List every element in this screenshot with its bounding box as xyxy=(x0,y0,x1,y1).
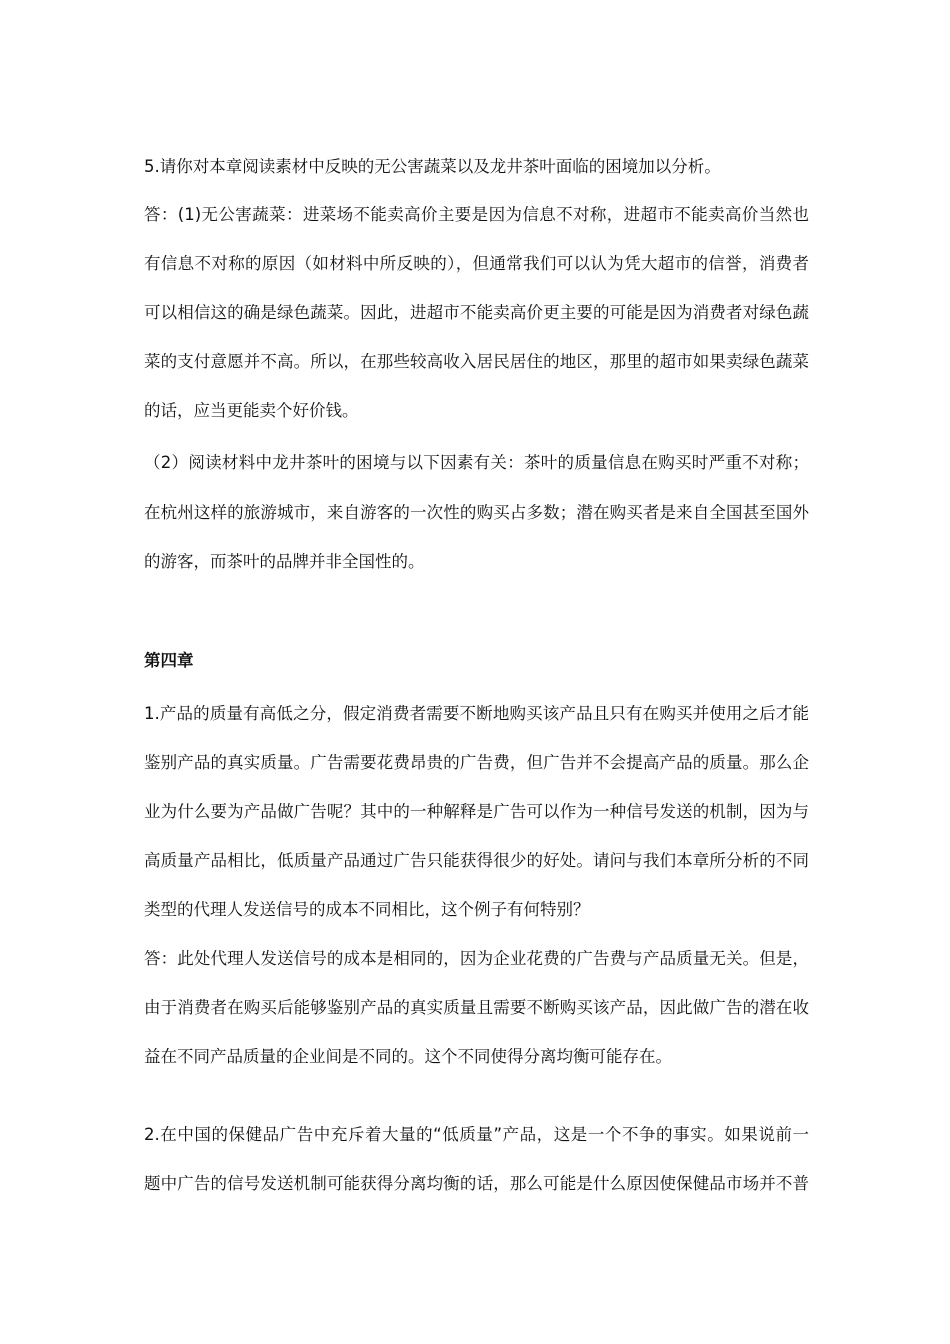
answer-1-line-1: 答：此处代理人发送信号的成本是相同的，因为企业花费的广告费与产品质量无关。但是， xyxy=(144,949,809,968)
answer-5-1-line-1: 答：(1)无公害蔬菜：进菜场不能卖高价主要是因为信息不对称，进超市不能卖高价当然也 xyxy=(144,205,809,224)
chapter-heading: 第四章 xyxy=(144,651,194,670)
question-2-line-1: 2.在中国的保健品广告中充斥着大量的“低质量”产品，这是一个不争的事实。如果说前一 xyxy=(144,1125,809,1144)
answer-5-1-line-5: 的话，应当更能卖个好价钱。 xyxy=(144,401,359,420)
question-1-line-4: 高质量产品相比，低质量产品通过广告只能获得很少的好处。请问与我们本章所分析的不同 xyxy=(144,851,809,870)
answer-1-line-2: 由于消费者在购买后能够鉴别产品的真实质量且需要不断购买该产品，因此做广告的潜在收 xyxy=(144,998,809,1017)
answer-5-2-line-3: 的游客，而茶叶的品牌并非全国性的。 xyxy=(144,552,425,571)
question-1-line-2: 鉴别产品的真实质量。广告需要花费昂贵的广告费，但广告并不会提高产品的质量。那么企 xyxy=(144,753,809,772)
question-1-line-5: 类型的代理人发送信号的成本不同相比，这个例子有何特别？ xyxy=(144,900,590,919)
question-1-line-1: 1.产品的质量有高低之分，假定消费者需要不断地购买该产品且只有在购买并使用之后才能 xyxy=(144,704,809,723)
answer-1-line-3: 益在不同产品质量的企业间是不同的。这个不同使得分离均衡可能存在。 xyxy=(144,1047,672,1066)
question-1-line-3: 业为什么要为产品做广告呢？其中的一种解释是广告可以作为一种信号发送的机制，因为与 xyxy=(144,802,809,821)
question-5-line-1: 5.请你对本章阅读素材中反映的无公害蔬菜以及龙井茶叶面临的困境加以分析。 xyxy=(144,157,721,176)
answer-5-1-line-4: 菜的支付意愿并不高。所以，在那些较高收入居民居住的地区，那里的超市如果卖绿色蔬菜 xyxy=(144,352,809,371)
answer-5-1-line-3: 可以相信这的确是绿色蔬菜。因此，进超市不能卖高价更主要的可能是因为消费者对绿色蔬 xyxy=(144,303,809,322)
question-2-line-2: 题中广告的信号发送机制可能获得分离均衡的话，那么可能是什么原因使保健品市场并不普 xyxy=(144,1174,809,1193)
answer-5-2-line-2: 在杭州这样的旅游城市，来自游客的一次性的购买占多数；潜在购买者是来自全国甚至国外 xyxy=(144,503,809,522)
answer-5-1-line-2: 有信息不对称的原因（如材料中所反映的），但通常我们可以认为凭大超市的信誉，消费者 xyxy=(144,254,809,273)
answer-5-2-line-1: （2）阅读材料中龙井茶叶的困境与以下因素有关：茶叶的质量信息在购买时严重不对称； xyxy=(144,453,809,472)
